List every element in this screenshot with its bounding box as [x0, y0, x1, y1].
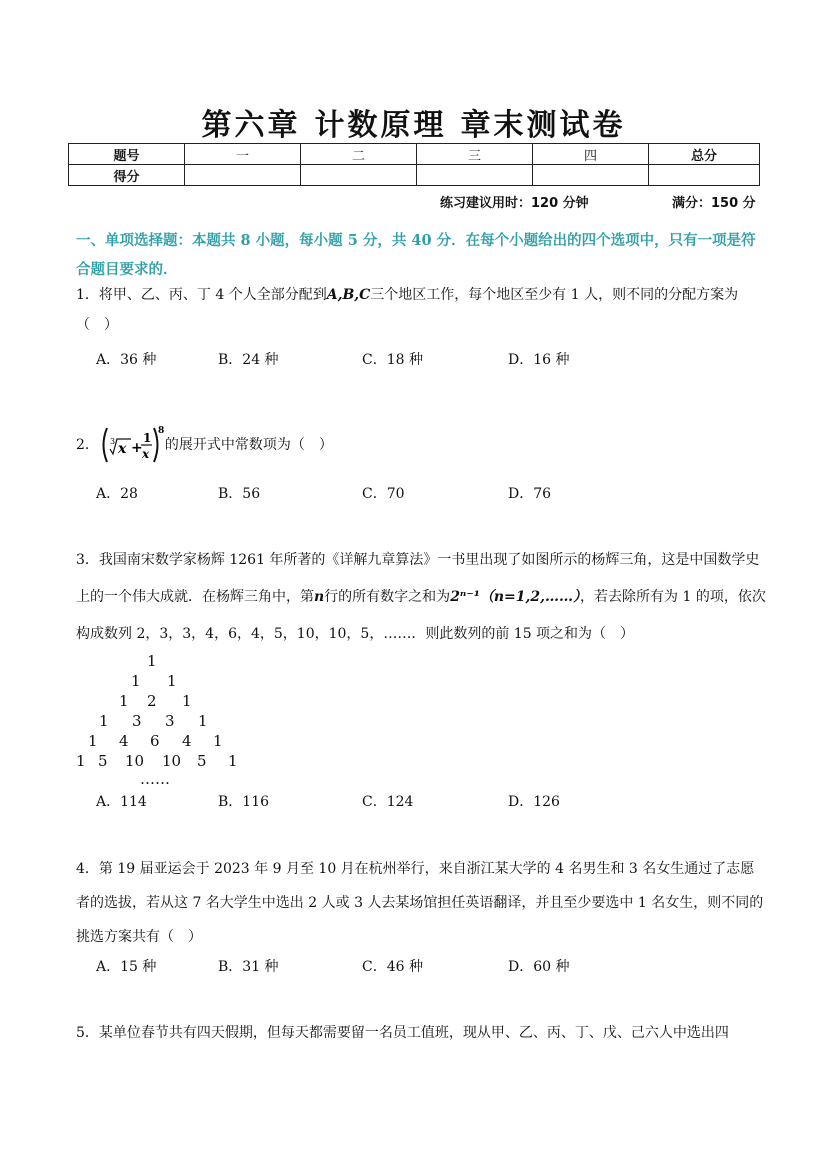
triangle-number: 1 [198, 712, 208, 730]
question-1: 1．将甲、乙、丙、丁 4 个人全部分配到A,B,C三个地区工作，每个地区至少有 1 人，则不同的分配方案为（ ） [76, 287, 739, 333]
score-table-header-cell: 二 [301, 144, 417, 165]
triangle-ellipsis: …… [140, 770, 170, 788]
option-a: A．28 [96, 486, 138, 502]
score-table-header-cell: 题号 [69, 144, 185, 165]
svg-text:1: 1 [142, 431, 152, 445]
triangle-number: 2 [147, 692, 157, 710]
svg-text:+: + [130, 440, 143, 456]
score-table-header-cell: 总分 [649, 144, 760, 165]
score-table-header-cell: 三 [417, 144, 533, 165]
triangle-number: 1 [228, 752, 238, 770]
score-cell [417, 165, 533, 186]
option-b: B．31 种 [218, 959, 279, 975]
triangle-number: 5 [98, 752, 108, 770]
score-cell [301, 165, 417, 186]
triangle-number: 1 [182, 692, 192, 710]
triangle-number: 1 [88, 732, 98, 750]
triangle-number: 1 [119, 692, 129, 710]
triangle-number: 4 [119, 732, 129, 750]
question-5: 5．某单位春节共有四天假期，但每天都需要留一名员工值班，现从甲、乙、丙、丁、戊、己六人中选出四 [76, 1025, 729, 1041]
option-d: D．76 [508, 486, 552, 502]
triangle-number: 4 [182, 732, 192, 750]
suggested-time: 练习建议用时：120 分钟 [440, 196, 589, 211]
triangle-number: 10 [125, 752, 145, 770]
question-2: 2． 3 x + 1 x 8 的展开式中常数项为（ ） [76, 424, 766, 466]
score-table-score-row [69, 165, 760, 186]
page-title: 第六章 计数原理 章末测试卷 [201, 108, 626, 143]
option-c: C．46 种 [362, 959, 423, 975]
triangle-number: 1 [213, 732, 223, 750]
option-b: B．24 种 [218, 352, 279, 368]
score-table [68, 143, 760, 186]
option-a: A．15 种 [96, 959, 157, 975]
svg-text:8: 8 [157, 426, 165, 436]
score-table-header-cell: 一 [185, 144, 301, 165]
sum-formula: 2ⁿ⁻¹（n=1,2,……） [450, 589, 581, 605]
section-heading: 一、单项选择题：本题共 8 小题，每小题 5 分，共 40 分．在每个小题给出的四个选项中，只有一项是符合题目要求的． [76, 232, 756, 278]
score-cell [533, 165, 649, 186]
option-c: C．124 [362, 794, 414, 810]
binomial-expression [99, 424, 165, 466]
triangle-number: 1 [76, 752, 86, 770]
question-4: 4．第 19 届亚运会于 2023 年 9 月至 10 月在杭州举行，来自浙江某大学的 4 名男生和 3 名女生通过了志愿者的选拔，若从这 7 名大学生中选出 2 人或 3 人去某场馆担任英语翻译，并且至少要选中 1 名女生，则不同的挑选方案共有（ ） [76, 861, 764, 945]
question-3: 3．我国南宋数学家杨辉 1261 年所著的《详解九章算法》一书里出现了如图所示的杨辉三角，这是中国数学史上的一个伟大成就．在杨辉三角中，第n行的所有数字之和为2ⁿ⁻¹（n=1,2,……），若去除所有为 1 的项，依次构成数列 2，3，3，4，6，4，5，10，10，5，……．则此数列的前 15 项之和为（ ） [76, 552, 766, 642]
svg-text:x: x [141, 447, 150, 461]
option-c: C．18 种 [362, 352, 423, 368]
option-c: C．70 [362, 486, 405, 502]
question-1-math: A,B,C [326, 287, 371, 303]
triangle-number: 1 [131, 672, 141, 690]
triangle-number: 5 [197, 752, 207, 770]
score-cell [185, 165, 301, 186]
triangle-number: 1 [147, 652, 157, 670]
option-b: B．116 [218, 794, 270, 810]
score-cell [649, 165, 760, 186]
option-d: D．16 种 [508, 352, 570, 368]
option-a: A．36 种 [96, 352, 157, 368]
triangle-number: 3 [165, 712, 175, 730]
svg-text:x: x [117, 441, 127, 457]
triangle-number: 1 [167, 672, 177, 690]
triangle-number: 10 [162, 752, 182, 770]
score-table-header-cell: 四 [533, 144, 649, 165]
triangle-number: 6 [150, 732, 160, 750]
option-d: D．60 种 [508, 959, 570, 975]
option-d: D．126 [508, 794, 560, 810]
option-b: B．56 [218, 486, 261, 502]
score-table-row-label: 得分 [69, 165, 185, 186]
full-score: 满分：150 分 [672, 196, 756, 211]
option-a: A．114 [96, 794, 147, 810]
triangle-number: 3 [132, 712, 142, 730]
triangle-number: 1 [99, 712, 109, 730]
svg-text:3: 3 [109, 437, 116, 446]
score-table-header-row [69, 144, 760, 165]
